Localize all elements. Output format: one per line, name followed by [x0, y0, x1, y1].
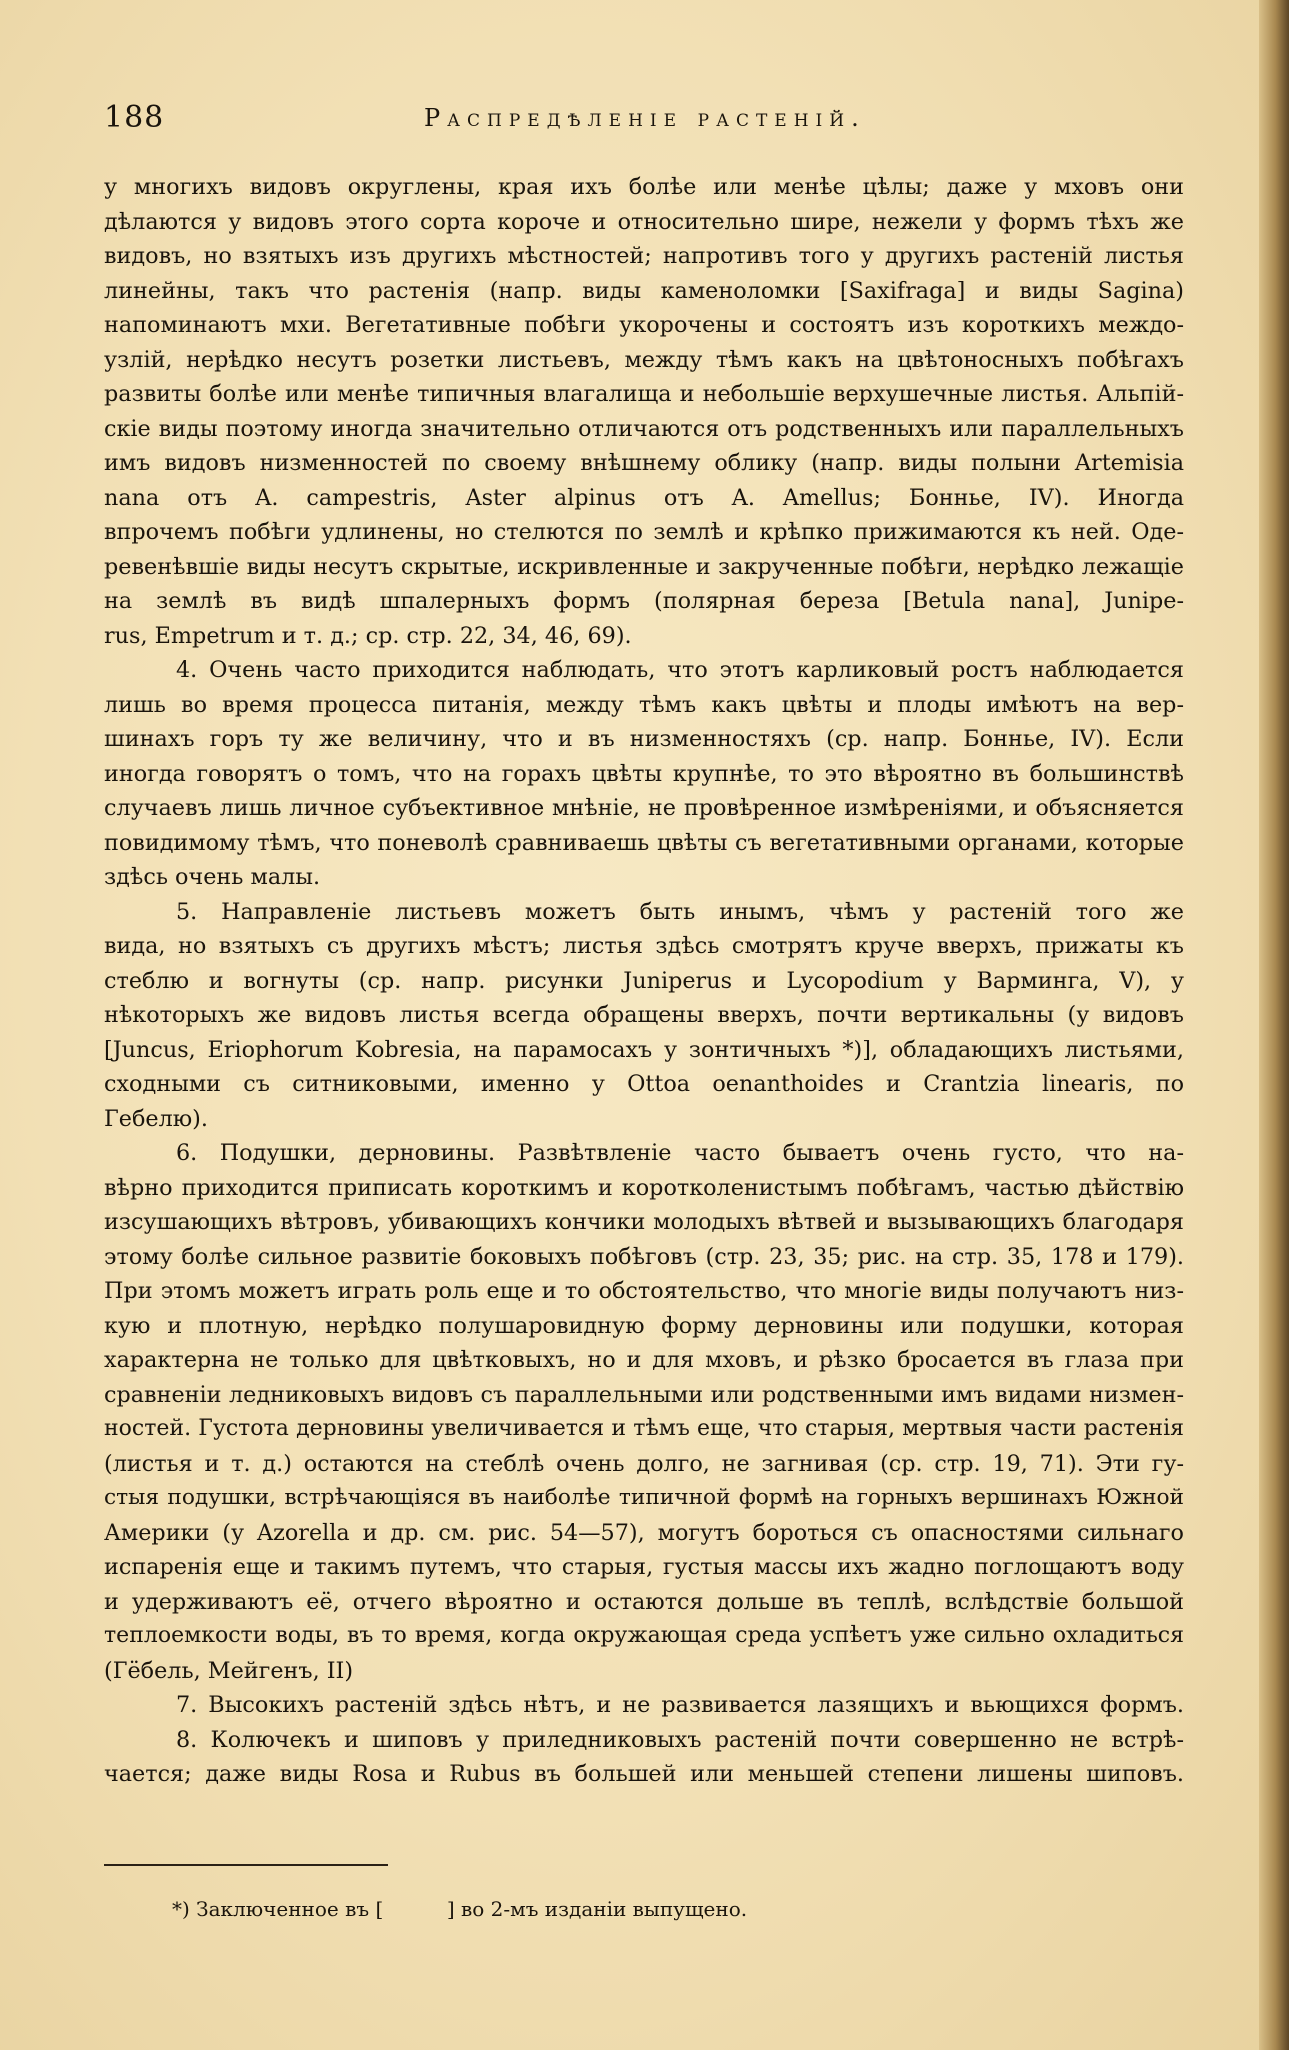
text-line: rus, Empetrum и т. д.; ср. стр. 22, 34, 46, 69).: [104, 622, 632, 649]
text-line: Америки (у Azorella и др. см. рис. 54—57), могутъ бороться съ опасностями сильнаго: [104, 1519, 1184, 1546]
text-line: сходными съ ситниковыми, именно у Ottoa oenanthoides и Crantzia linearis, по: [104, 1071, 1184, 1097]
running-title: Распредѣленіе растеній.: [424, 104, 866, 132]
text-line: нѣкоторыхъ же видовъ листья всегда обращены вверхъ, почти вертикальны (у видовъ: [104, 1002, 1184, 1028]
text-line: повидимому тѣмъ, что поневолѣ сравниваешь цвѣты съ вегетативными органами, которые: [104, 829, 1184, 856]
text-line: Гебелю).: [104, 1105, 208, 1132]
text-line: линейны, такъ что растенія (напр. виды каменоломки [Saxifraga] и виды Sagina): [104, 277, 1184, 304]
text-line: чается; даже виды Rosa и Rubus въ большей или меньшей степени лишены шиповъ.: [104, 1761, 1184, 1787]
text-line: на землѣ въ видѣ шпалерныхъ формъ (полярная береза [Betula nana], Junipe-: [104, 588, 1184, 614]
footnote-divider: [104, 1864, 388, 1866]
text-line: лишь во время процесса питанія, между тѣмъ какъ цвѣты и плоды имѣютъ на вер-: [104, 691, 1184, 718]
text-line: развиты болѣе или менѣе типичныя влагалища и небольшіе верхушечные листья. Альпій-: [104, 381, 1184, 407]
text-line: у многихъ видовъ округлены, края ихъ болѣе или менѣе цѣлы; даже у мховъ они: [104, 174, 1184, 200]
text-line: 5. Направленіе листьевъ можетъ быть инымъ, чѣмъ у растеній того же: [176, 898, 1184, 925]
text-line: При этомъ можетъ играть роль еще и то обстоятельство, что многіе виды получаютъ низ-: [104, 1278, 1184, 1304]
page-header: [104, 100, 1184, 140]
text-line: этому болѣе сильное развитіе боковыхъ побѣговъ (стр. 23, 35; рис. на стр. 35, 178 и 179).: [104, 1243, 1184, 1270]
page-number: 188: [104, 100, 165, 135]
text-line: [Juncus, Eriophorum Kobresia, на парамосахъ у зонтичныхъ *)], обладающихъ листьями,: [104, 1036, 1184, 1063]
text-line: кую и плотную, нерѣдко полушаровидную форму дерновины или подушки, которая: [104, 1312, 1184, 1339]
text-line: видовъ, но взятыхъ изъ другихъ мѣстностей; напротивъ того у другихъ растеній листья: [104, 243, 1184, 269]
text-line: напоминаютъ мхи. Вегетативные побѣги укорочены и состоятъ изъ короткихъ междо-: [104, 312, 1184, 338]
text-line: (Гёбель, Мейгенъ, II): [104, 1657, 354, 1684]
text-line: изсушающихъ вѣтровъ, убивающихъ кончики молодыхъ вѣтвей и вызывающихъ благодаря: [104, 1209, 1184, 1235]
text-line: 4. Очень часто приходится наблюдать, что этотъ карликовый ростъ наблюдается: [176, 657, 1184, 683]
text-line: nana отъ A. campestris, Aster alpinus отъ A. Amellus; Бонньe, IV). Иногда: [104, 484, 1184, 511]
text-line: сравненіи ледниковыхъ видовъ съ параллельными или родственными имъ видами низмен-: [104, 1381, 1184, 1408]
text-line: ревенѣвшіе виды несутъ скрытые, искривленные и закрученные побѣги, нерѣдко лежащіе: [104, 553, 1184, 580]
text-line: вѣрно приходится приписать короткимъ и коротколенистымъ побѣгамъ, частью дѣйствію: [104, 1174, 1184, 1201]
text-line: 7. Высокихъ растеній здѣсь нѣтъ, и не развивается лазящихъ и вьющихся формъ.: [176, 1692, 1184, 1718]
text-line: имъ видовъ низменностей по своему внѣшнему облику (напр. виды полыни Artemisia: [104, 450, 1184, 476]
text-line: узлій, нерѣдко несутъ розетки листьевъ, между тѣмъ какъ на цвѣтоносныхъ побѣгахъ: [104, 346, 1184, 373]
text-line: вида, но взятыхъ съ другихъ мѣстъ; листья здѣсь смотрятъ круче вверхъ, прижаты къ: [104, 933, 1184, 959]
text-line: испаренія еще и такимъ путемъ, что старыя, густыя массы ихъ жадно поглощаютъ воду: [104, 1554, 1184, 1580]
text-line: стеблю и вогнуты (ср. напр. рисунки Juniperus и Lycopodium у Варминга, V), у: [104, 967, 1184, 994]
text-line: впрочемъ побѣги удлинены, но стелются по землѣ и крѣпко прижимаются къ ней. Оде-: [104, 519, 1184, 545]
text-line: здѣсь очень малы.: [104, 864, 321, 890]
text-line: дѣлаются у видовъ этого сорта короче и относительно шире, нежели у формъ тѣхъ же: [104, 208, 1184, 235]
text-line: стыя подушки, встрѣчающіяся въ наиболѣе типичной формѣ на горныхъ вершинахъ Южной: [104, 1485, 1184, 1510]
text-line: скіе виды поэтому иногда значительно отличаются отъ родственныхъ или параллельныхъ: [104, 415, 1184, 442]
text-line: 8. Колючекъ и шиповъ у приледниковыхъ растеній почти совершенно не встрѣ-: [176, 1726, 1184, 1753]
page-spine-edge: [1259, 0, 1289, 2050]
footnote: *) Заключенное въ [ ] во 2-мъ изданіи выпущено.: [172, 1897, 748, 1921]
text-line: иногда говорятъ о томъ, что на горахъ цвѣты крупнѣе, то это вѣроятно въ большинствѣ: [104, 760, 1184, 787]
text-line: (листья и т. д.) остаются на стеблѣ очень долго, не загнивая (ср. стр. 19, 71). Эти гу-: [104, 1450, 1184, 1477]
text-line: характерна не только для цвѣтковыхъ, но и для мховъ, и рѣзко бросается въ глаза при: [104, 1347, 1184, 1373]
text-line: и удерживаютъ её, отчего вѣроятно и остаются дольше въ теплѣ, вслѣдствіе большой: [104, 1588, 1184, 1615]
body-text: [104, 170, 1184, 1792]
text-line: шинахъ горъ ту же величину, что и въ низменностяхъ (ср. напр. Бонньe, IV). Если: [104, 726, 1184, 752]
text-line: ностей. Густота дерновины увеличивается и тѣмъ еще, что старыя, мертвыя части растенія: [104, 1416, 1184, 1441]
text-line: случаевъ лишь личное субъективное мнѣніе, не провѣренное измѣреніями, и объясняется: [104, 795, 1184, 821]
text-line: 6. Подушки, дерновины. Развѣтвленіе часто бываетъ очень густо, что на-: [176, 1140, 1184, 1166]
text-line: теплоемкости воды, въ то время, когда окружающая среда успѣетъ уже сильно охладиться: [104, 1623, 1184, 1648]
